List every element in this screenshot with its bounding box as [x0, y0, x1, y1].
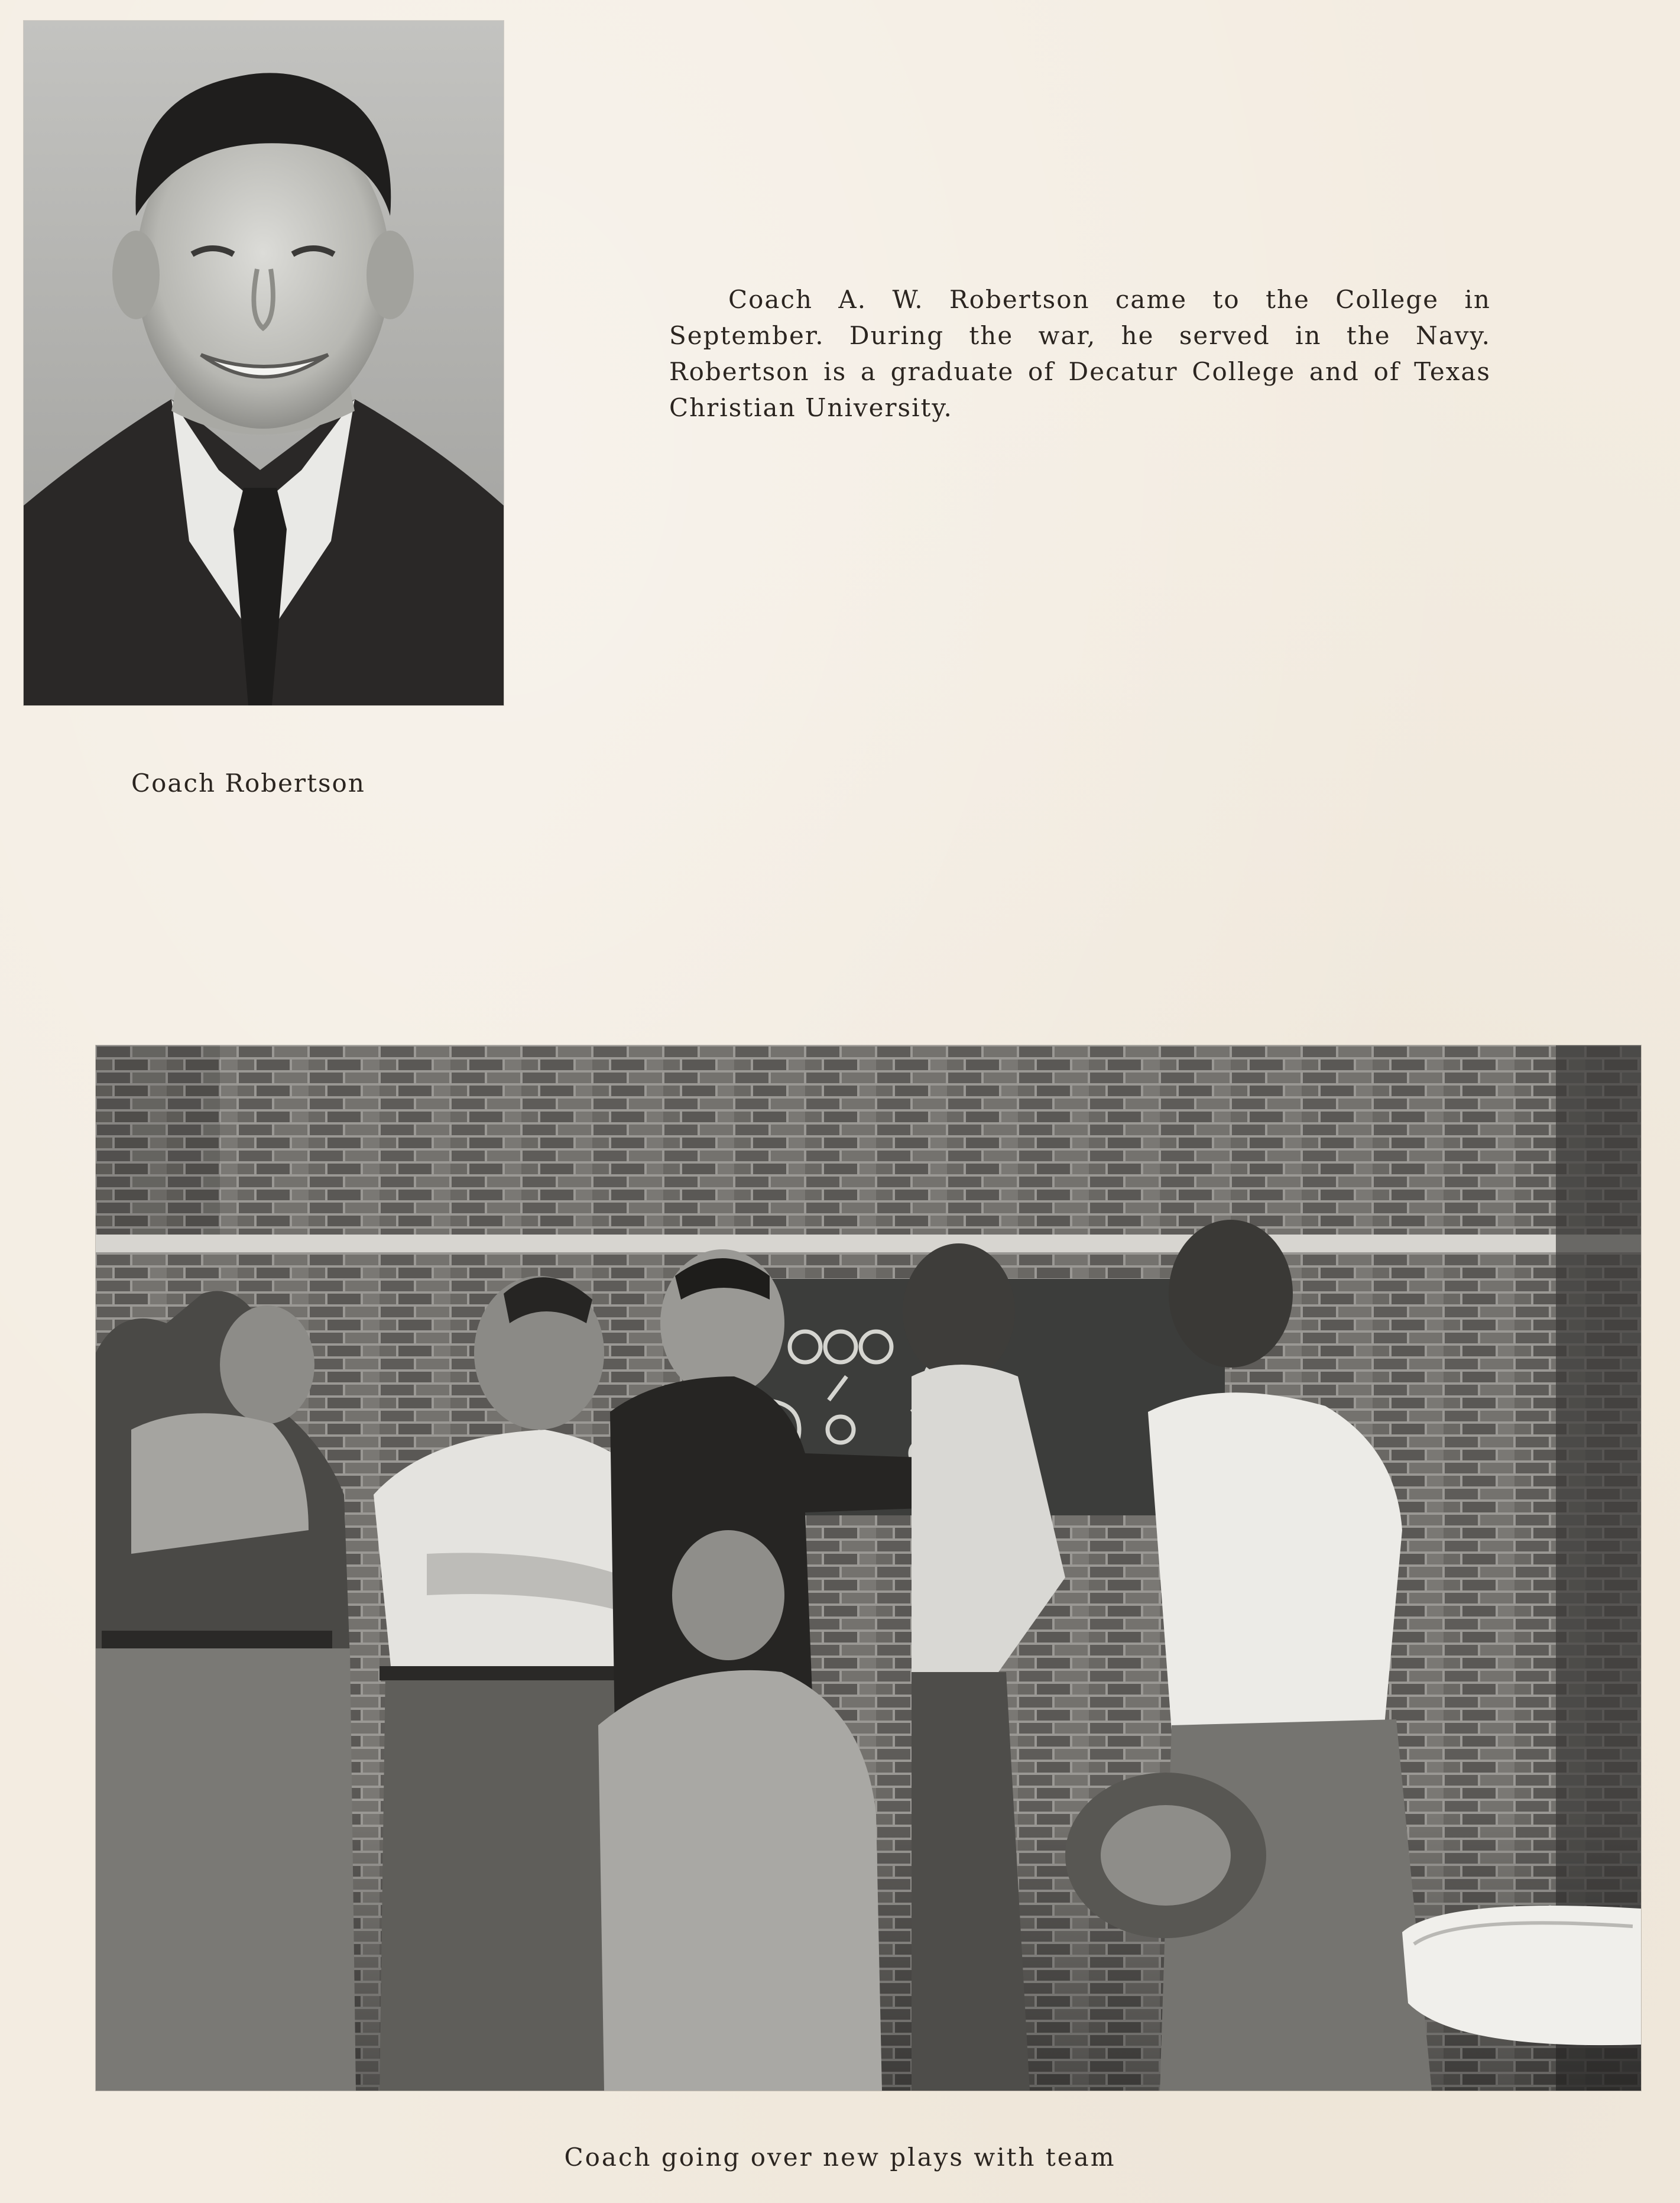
coach-portrait-photo — [24, 21, 504, 705]
coach-bio-paragraph — [669, 281, 1491, 426]
team-chalkboard-photo — [96, 1045, 1641, 2091]
bio-text: Coach A. W. Robertson came to the College in September. During the war, he served in the Navy. Robertson is a graduate of Decatur College and of Texas Christian University. — [669, 285, 1491, 422]
portrait-caption: Coach Robertson — [131, 769, 365, 798]
team-photo-caption: Coach going over new plays with team — [564, 2143, 1116, 2172]
